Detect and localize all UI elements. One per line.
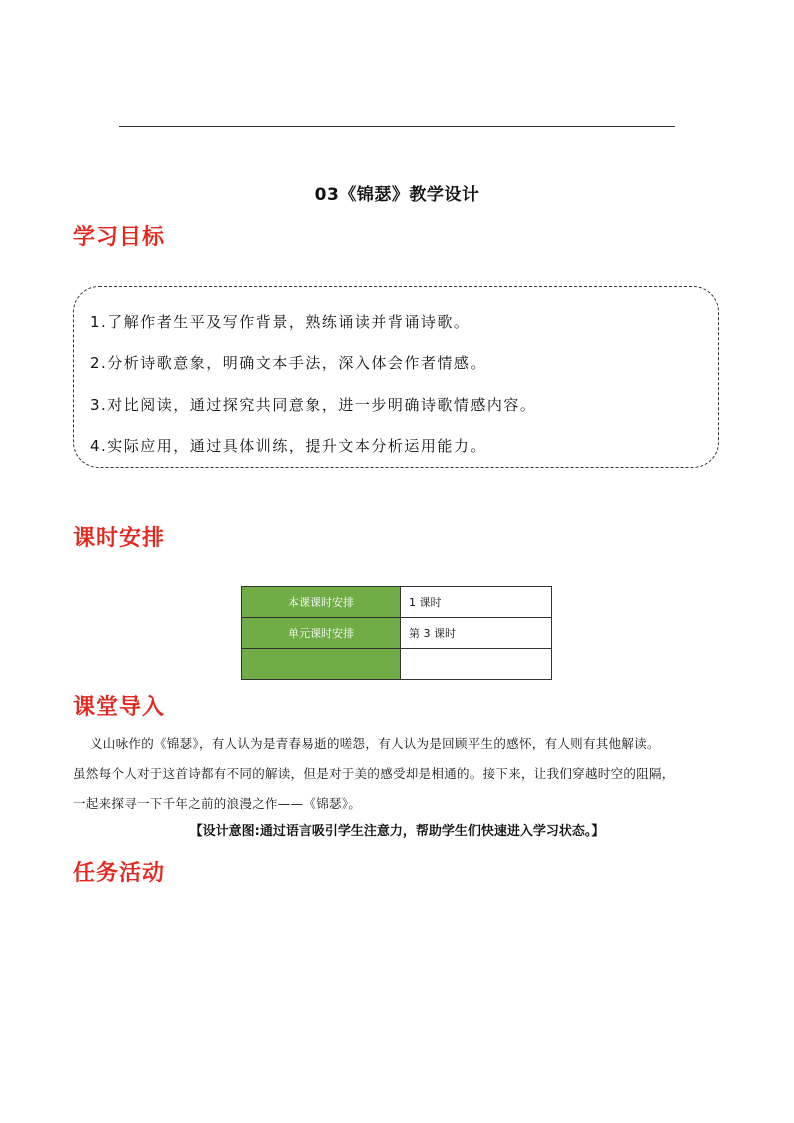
intro-line-2: 虽然每个人对于这首诗都有不同的解读，但是对于美的感受却是相通的。接下来，让我们穿越时空的阻隔， bbox=[73, 766, 675, 781]
section-heading-intro: 课堂导入 bbox=[73, 695, 166, 720]
schedule-label-lesson: 本课课时安排 bbox=[242, 587, 401, 618]
intro-line-3: 一起来探寻一下千年之前的浪漫之作——《锦瑟》。 bbox=[73, 796, 362, 811]
document-title: 03《锦瑟》教学设计 bbox=[314, 185, 480, 205]
section-heading-goals: 学习目标 bbox=[73, 225, 166, 250]
section-heading-schedule: 课时安排 bbox=[73, 526, 166, 551]
schedule-label-unit: 单元课时安排 bbox=[242, 618, 401, 649]
table-row bbox=[242, 649, 552, 680]
table-row bbox=[242, 618, 552, 649]
schedule-value-unit: 第 3 课时 bbox=[401, 618, 552, 649]
goal-item-4: 4.实际应用，通过具体训练，提升文本分析运用能力。 bbox=[90, 437, 487, 455]
table-row bbox=[242, 587, 552, 618]
header-rule bbox=[119, 126, 675, 127]
goal-item-2: 2.分析诗歌意象，明确文本手法，深入体会作者情感。 bbox=[90, 354, 487, 372]
section-heading-tasks: 任务活动 bbox=[73, 861, 166, 886]
goal-item-1: 1.了解作者生平及写作背景，熟练诵读并背诵诗歌。 bbox=[90, 313, 471, 331]
goal-item-3: 3.对比阅读，通过探究共同意象，进一步明确诗歌情感内容。 bbox=[90, 396, 537, 414]
schedule-table bbox=[241, 586, 552, 680]
schedule-value-empty bbox=[401, 649, 552, 680]
design-intent-note: 【设计意图:通过语言吸引学生注意力，帮助学生们快速进入学习状态。】 bbox=[189, 824, 605, 839]
schedule-label-empty bbox=[242, 649, 401, 680]
schedule-value-lesson: 1 课时 bbox=[401, 587, 552, 618]
intro-line-1: 义山咏作的《锦瑟》，有人认为是青春易逝的嗟怨，有人认为是回顾平生的感怀，有人则有其他解读。 bbox=[90, 736, 660, 751]
